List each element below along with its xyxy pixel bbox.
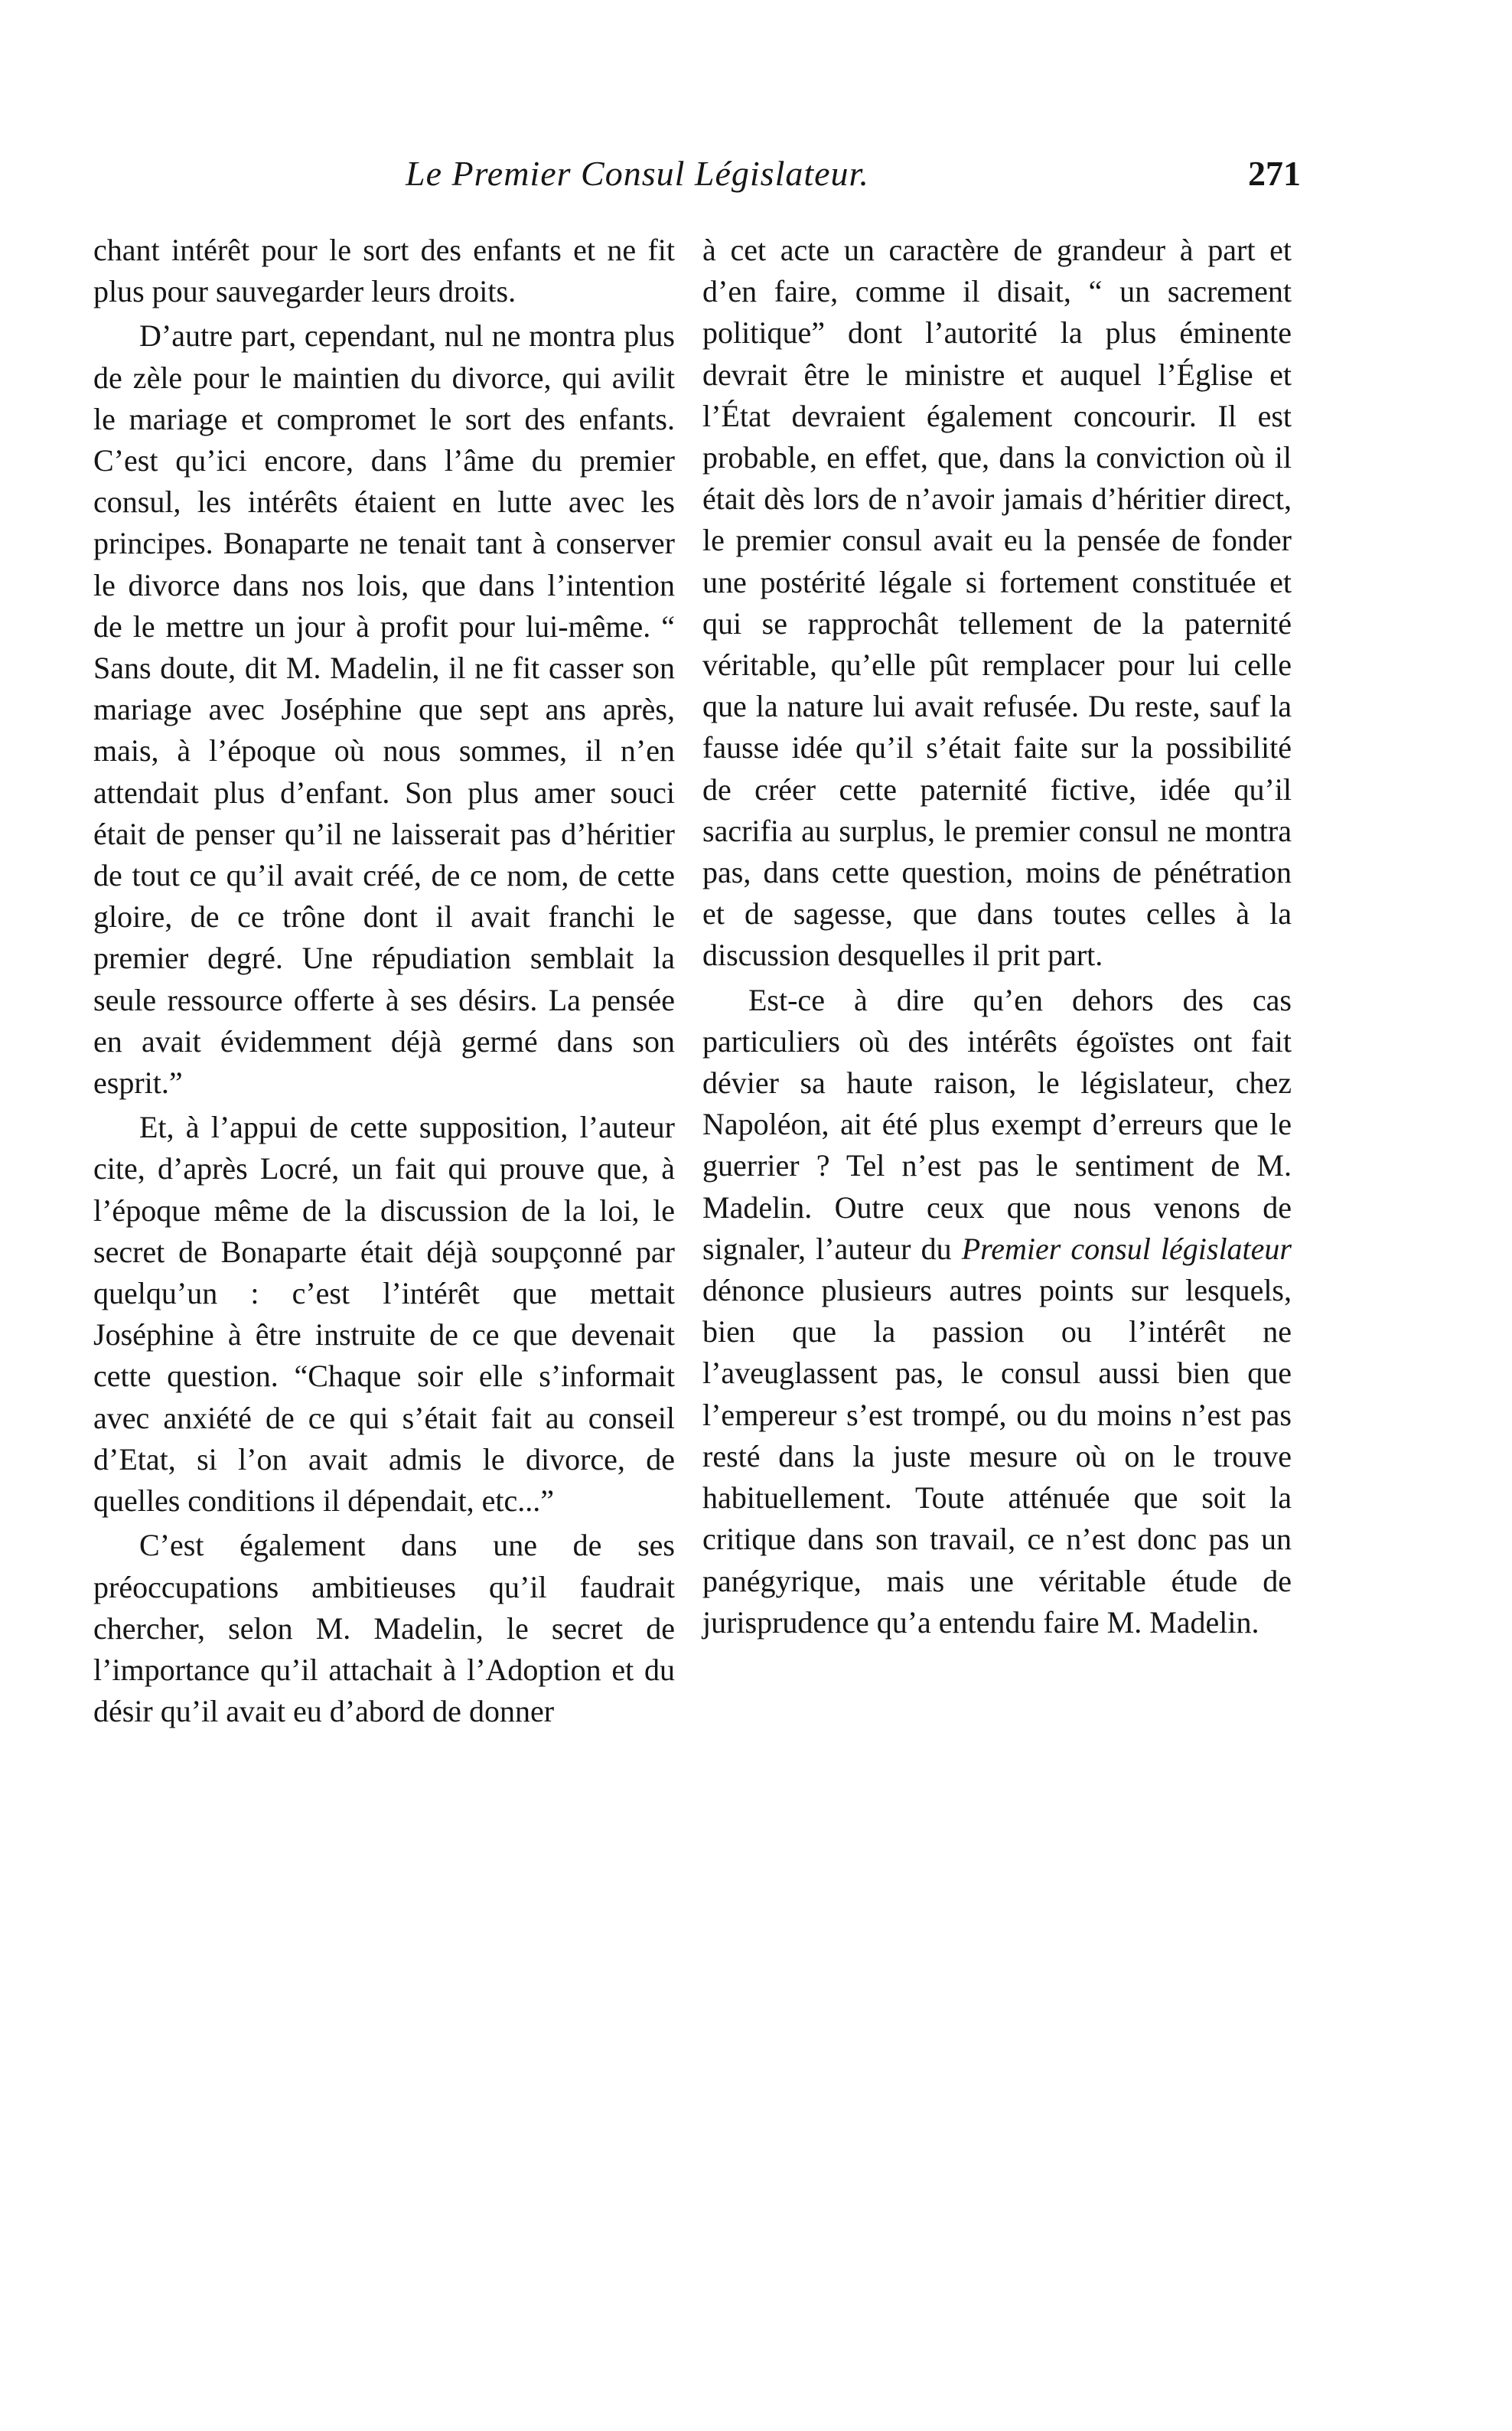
right-column <box>702 230 1292 1643</box>
page-number: 271 <box>1248 154 1301 193</box>
paragraph: Et, à l’appui de cette supposition, l’auteur cite, d’après Locré, un fait qui prouve que, à l’époque même de la discussion de la loi, le secret de Bonaparte était déjà soupçonné par quelqu’un : c’est l’intérêt que mettait Joséphine à être instruite de ce que devenait cette question. “Chaque soir elle s’informait avec anxiété de ce qui s’était fait au conseil d’Etat, si l’on avait admis le divorce, de quelles conditions il dépendait, etc...” <box>93 1110 675 1519</box>
running-head <box>92 153 1301 207</box>
paragraph: à cet acte un caractère de grandeur à part et d’en faire, comme il disait, “ un sacrement politique” dont l’autorité la plus éminente devrait être le ministre et auquel l’Église et l’État devraient également concourir. Il est probable, en effet, que, dans la conviction où il était dès lors de n’avoir jamais d’héritier direct, le premier consul avait eu la pensée de fonder une postérité légale si fortement constituée et qui se rapprochât tellement de la paternité véritable, qu’elle pût remplacer pour lui celle que la nature lui avait refusée. Du reste, sauf la fausse idée qu’il s’était faite sur la possibilité de créer cette paternité fictive, idée qu’il sacrifia au surplus, le premier consul ne montra pas, dans cette question, moins de pénétration et de sagesse, que dans toutes celles à la discussion desquelles il prit part. <box>702 233 1292 973</box>
paragraph: D’autre part, cependant, nul ne montra plus de zèle pour le maintien du divorce, qui avilit le mariage et compromet le sort des enfants. C’est qu’ici encore, dans l’âme du premier consul, les intérêts étaient en lutte avec les principes. Bonaparte ne tenait tant à conserver le divorce dans nos lois, que dans l’intention de le mettre un jour à profit pour lui-même. “ Sans doute, dit M. Madelin, il ne fit casser son mariage avec Joséphine que sept ans après, mais, à l’époque où nous sommes, il n’en attendait plus d’enfant. Son plus amer souci était de penser qu’il ne laisserait pas d’héritier de tout ce qu’il avait créé, de ce nom, de cette gloire, de ce trône dont il avait franchi le premier degré. Une répudiation semblait la seule ressource offerte à ses désirs. La pensée en avait évidemment déjà germé dans son esprit.” <box>93 318 675 1101</box>
book-title-italic: Premier consul législateur <box>961 1231 1292 1266</box>
paragraph-text: Est-ce à dire qu’en dehors des cas particuliers où des intérêts égoïstes ont fait dévier sa haute raison, le législateur, chez Napoléon, ait été plus exempt d’erreurs que le guerrier ? Tel n’est pas le sentiment de M. Madelin. Outre ceux que nous venons de signaler, l’auteur du <box>702 982 1292 1266</box>
paragraph-text: dénonce plusieurs autres points sur lesquels, bien que la passion ou l’intérêt ne l’aveuglassent pas, le consul aussi bien que l’empereur s’est trompé, ou du moins n’est pas resté dans la juste mesure où on le trouve habituellement. Toute atténuée que soit la critique dans son travail, ce n’est donc pas un panégyrique, mais une véritable étude de jurisprudence qu’a entendu faire M. Madelin. <box>702 1273 1292 1640</box>
running-title: Le Premier Consul Législateur. <box>406 154 869 193</box>
paragraph: chant intérêt pour le sort des enfants et ne fit plus pour sauvegarder leurs droits. <box>93 233 675 309</box>
left-column <box>93 230 675 1732</box>
paragraph <box>702 980 1292 1643</box>
paragraph: C’est également dans une de ses préoccupations ambitieuses qu’il faudrait chercher, selon M. Madelin, le secret de l’importance qu’il attachait à l’Adoption et du désir qu’il avait eu d’abord de donner <box>93 1528 675 1729</box>
